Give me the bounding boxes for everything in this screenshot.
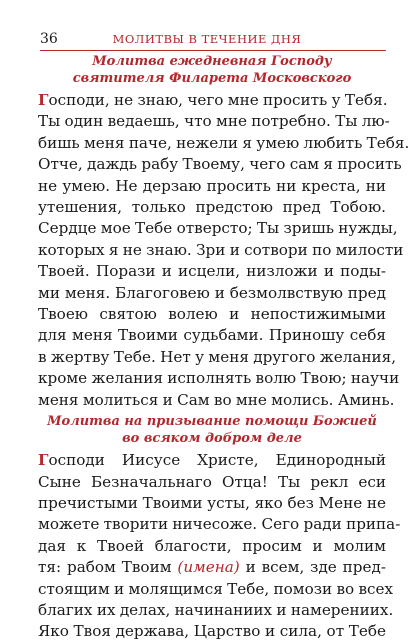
text-line: Твоей. Порази и исцели, низложи и поды- <box>38 262 386 281</box>
text-line: Сыне Безначальнаго Отца! Ты рекл еси <box>38 472 386 491</box>
text-line: Твоею святою волею и непостижимыми <box>38 305 386 324</box>
page-number: 36 <box>40 31 58 47</box>
initial-letter: Г <box>38 91 49 109</box>
text-line: не умею. Не дерзаю просить ни креста, ни <box>38 176 386 195</box>
prayer-text <box>38 90 410 411</box>
text-line: ми меня. Благоговею и безмолвствую пред <box>38 283 386 302</box>
page-header <box>40 28 386 51</box>
text-line: пречистыми Твоими усты, яко без Мене не <box>38 493 386 512</box>
names-placeholder: (имена) <box>177 558 240 577</box>
text-line: дая к Твоей благости, просим и молим <box>38 536 386 555</box>
text-line: стоящим и молящимся Тебе, помози во всех <box>38 579 394 598</box>
prayer-daily <box>38 54 410 411</box>
text-line: благих их делах, начинаниих и намерениих. <box>38 600 394 619</box>
text-line: утешения, только предстою пред Тобою. <box>38 198 386 217</box>
text-line: Сердце мое Тебе отверсто; Ты зришь нужды, <box>38 219 398 238</box>
text-line: тя: рабом Твоим (имена) и всем, зде пред- <box>38 558 386 577</box>
text-line: можете творити ничесоже. Сего ради припа- <box>38 515 401 534</box>
prayer-title-line: святителя Филарета Московского <box>72 70 352 86</box>
text-line: меня молиться и Сам во мне молись. Аминь. <box>38 390 395 409</box>
prayer-text <box>38 450 401 643</box>
text-line: в жертву Тебе. Нет у меня другого желания, <box>38 347 397 366</box>
running-title: МОЛИТВЫ В ТЕЧЕНИЕ ДНЯ <box>112 32 302 46</box>
text-line: для меня Твоими судьбами. Приношу себя <box>38 326 386 345</box>
text-line: которых я не знаю. Зри и сотвори по милости <box>38 240 404 259</box>
text-line: Отче, даждь рабу Твоему, чего сам я просить <box>38 155 402 174</box>
text-line: Господи, не знаю, чего мне просить у Тебя. <box>38 91 388 109</box>
text-line: бишь меня паче, нежели я умею любить Тебя. <box>38 133 410 152</box>
prayer-title-line: Молитва ежедневная Господу <box>92 54 332 69</box>
page-content <box>38 54 410 643</box>
prayer-good-deed <box>38 414 401 643</box>
prayer-title-line: во всяком добром деле <box>122 430 302 446</box>
initial-letter: Г <box>38 451 49 470</box>
text-line: кроме желания исполнять волю Твою; научи <box>38 369 400 388</box>
prayer-title <box>38 414 386 447</box>
text-line: Господи Иисусе Христе, Единородный <box>38 451 386 470</box>
prayer-title <box>38 54 386 87</box>
text-line: Ты один ведаешь, что мне потребно. Ты лю- <box>38 112 390 131</box>
prayer-title-line: Молитва на призывание помощи Божией <box>47 414 377 430</box>
text-line: Яко Твоя держава, Царство и сила, от Тебе <box>38 622 386 641</box>
